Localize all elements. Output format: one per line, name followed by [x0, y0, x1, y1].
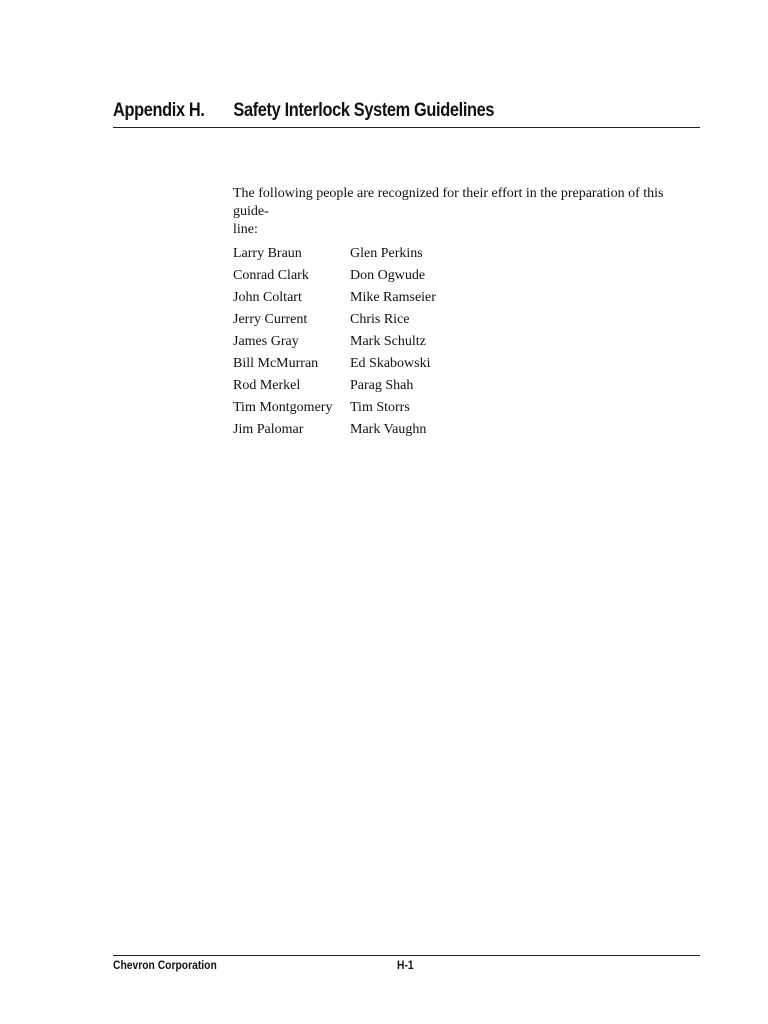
contributor-row [233, 375, 701, 397]
intro-paragraph [233, 185, 701, 239]
contributor-name: James Gray [233, 334, 299, 349]
appendix-label: Appendix H. [113, 100, 205, 121]
footer-page-number: H-1 [397, 958, 414, 972]
contributor-name: Rod Merkel [233, 378, 301, 393]
contributor-name: Tim Montgomery [233, 400, 333, 415]
contributor-name: Mike Ramseier [350, 290, 436, 305]
contributor-name: Tim Storrs [350, 400, 410, 415]
contributor-name: Jim Palomar [233, 422, 304, 437]
page-heading [113, 98, 618, 128]
contributor-name: Bill McMurran [233, 356, 319, 371]
contributor-row [233, 309, 701, 331]
heading-rule [113, 127, 700, 128]
contributor-name: Conrad Clark [233, 268, 309, 283]
contributor-list [233, 243, 701, 441]
contributor-row [233, 243, 701, 265]
contributor-name: Don Ogwude [350, 268, 426, 283]
appendix-title: Safety Interlock System Guidelines [233, 100, 495, 121]
contributor-name: Parag Shah [350, 378, 414, 393]
intro-line-1: The following people are recognized for their effort in the preparation of this guide- [233, 186, 664, 219]
contributor-row [233, 419, 701, 441]
footer-rule [113, 955, 700, 956]
contributor-name: Mark Schultz [350, 334, 426, 349]
intro-line-2: line: [233, 222, 258, 237]
footer-company: Chevron Corporation [113, 958, 217, 972]
contributor-name: John Coltart [233, 290, 302, 305]
contributor-name: Glen Perkins [350, 246, 423, 261]
main-content [233, 185, 701, 441]
contributor-row [233, 397, 701, 419]
contributor-name: Mark Vaughn [350, 422, 427, 437]
contributor-row [233, 287, 701, 309]
contributor-row [233, 265, 701, 287]
contributor-row [233, 353, 701, 375]
contributor-row [233, 331, 701, 353]
contributor-name: Jerry Current [233, 312, 308, 327]
contributor-name: Ed Skabowski [350, 356, 431, 371]
contributor-name: Chris Rice [350, 312, 410, 327]
contributor-name: Larry Braun [233, 246, 302, 261]
